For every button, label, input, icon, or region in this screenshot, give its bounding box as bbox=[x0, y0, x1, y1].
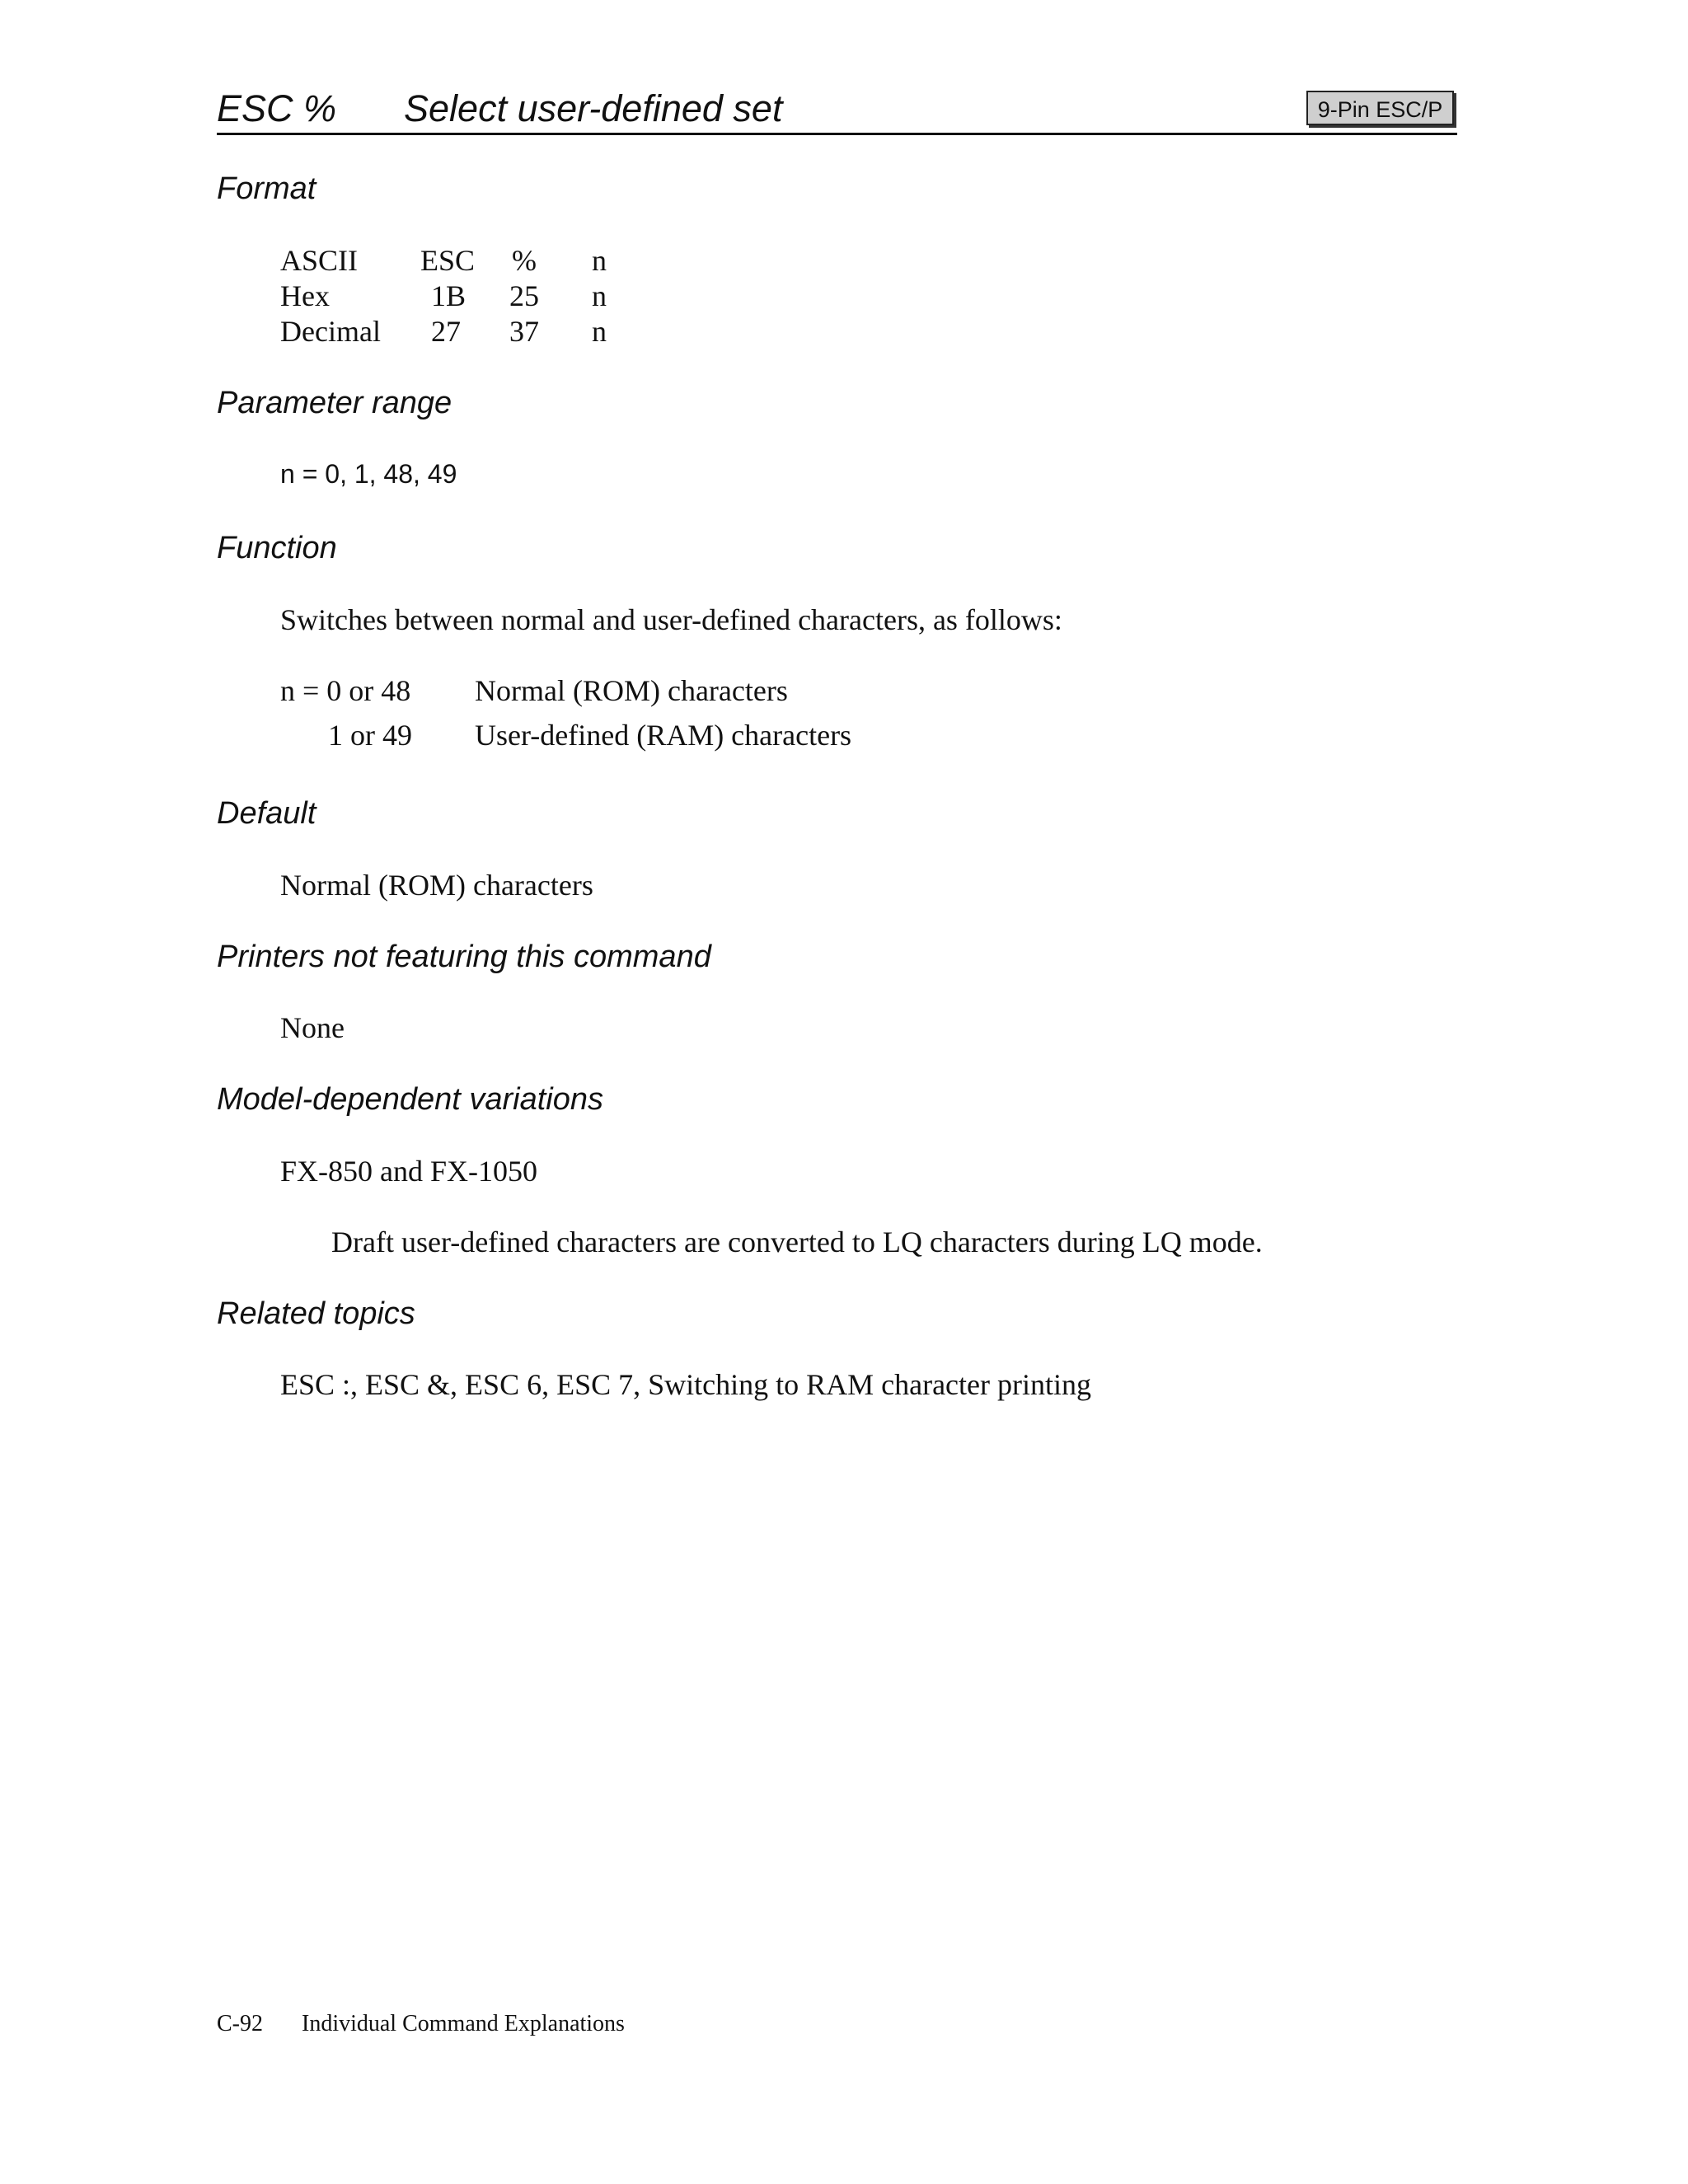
model-variations-note: Draft user-defined characters are converted to LQ characters during LQ mode. bbox=[331, 1226, 1263, 1258]
model-variations-heading: Model-dependent variations bbox=[217, 1082, 603, 1117]
format-label: Decimal bbox=[280, 315, 381, 348]
format-code: 1B bbox=[431, 279, 467, 312]
command-code: ESC % bbox=[217, 87, 337, 129]
format-label: ASCII bbox=[280, 244, 359, 277]
format-code: 37 bbox=[509, 315, 539, 348]
format-param: n bbox=[592, 315, 607, 348]
function-heading: Function bbox=[217, 531, 337, 565]
footer-section-title: Individual Command Explanations bbox=[302, 2011, 625, 2036]
format-heading: Format bbox=[217, 171, 316, 206]
format-label: Hex bbox=[280, 279, 330, 312]
format-param: n bbox=[592, 244, 607, 277]
function-desc: Normal (ROM) characters bbox=[475, 674, 788, 707]
function-value: 1 or 49 bbox=[328, 719, 412, 752]
default-heading: Default bbox=[217, 796, 316, 831]
format-code: ESC bbox=[420, 244, 476, 277]
format-code: % bbox=[512, 244, 537, 277]
model-variations-models: FX-850 and FX-1050 bbox=[280, 1155, 537, 1188]
page-number: C-92 bbox=[217, 2011, 263, 2036]
parameter-range-heading: Parameter range bbox=[217, 386, 452, 420]
format-code: 25 bbox=[509, 279, 539, 312]
format-param: n bbox=[592, 279, 607, 312]
page-title: Select user-defined set bbox=[404, 87, 783, 129]
function-value: n = 0 or 48 bbox=[280, 674, 411, 707]
default-text: Normal (ROM) characters bbox=[280, 869, 593, 902]
printers-not-featuring-heading: Printers not featuring this command bbox=[217, 940, 711, 974]
printer-type-badge: 9-Pin ESC/P bbox=[1306, 91, 1454, 125]
function-intro: Switches between normal and user-defined characters, as follows: bbox=[280, 603, 1062, 636]
printers-not-featuring-text: None bbox=[280, 1011, 345, 1044]
related-topics-text: ESC :, ESC &, ESC 6, ESC 7, Switching to RAM character printing bbox=[280, 1368, 1091, 1401]
title-rule bbox=[217, 133, 1457, 135]
parameter-range-text: n = 0, 1, 48, 49 bbox=[280, 459, 457, 489]
related-topics-heading: Related topics bbox=[217, 1296, 415, 1331]
format-code: 27 bbox=[431, 315, 461, 348]
function-desc: User-defined (RAM) characters bbox=[475, 719, 852, 752]
